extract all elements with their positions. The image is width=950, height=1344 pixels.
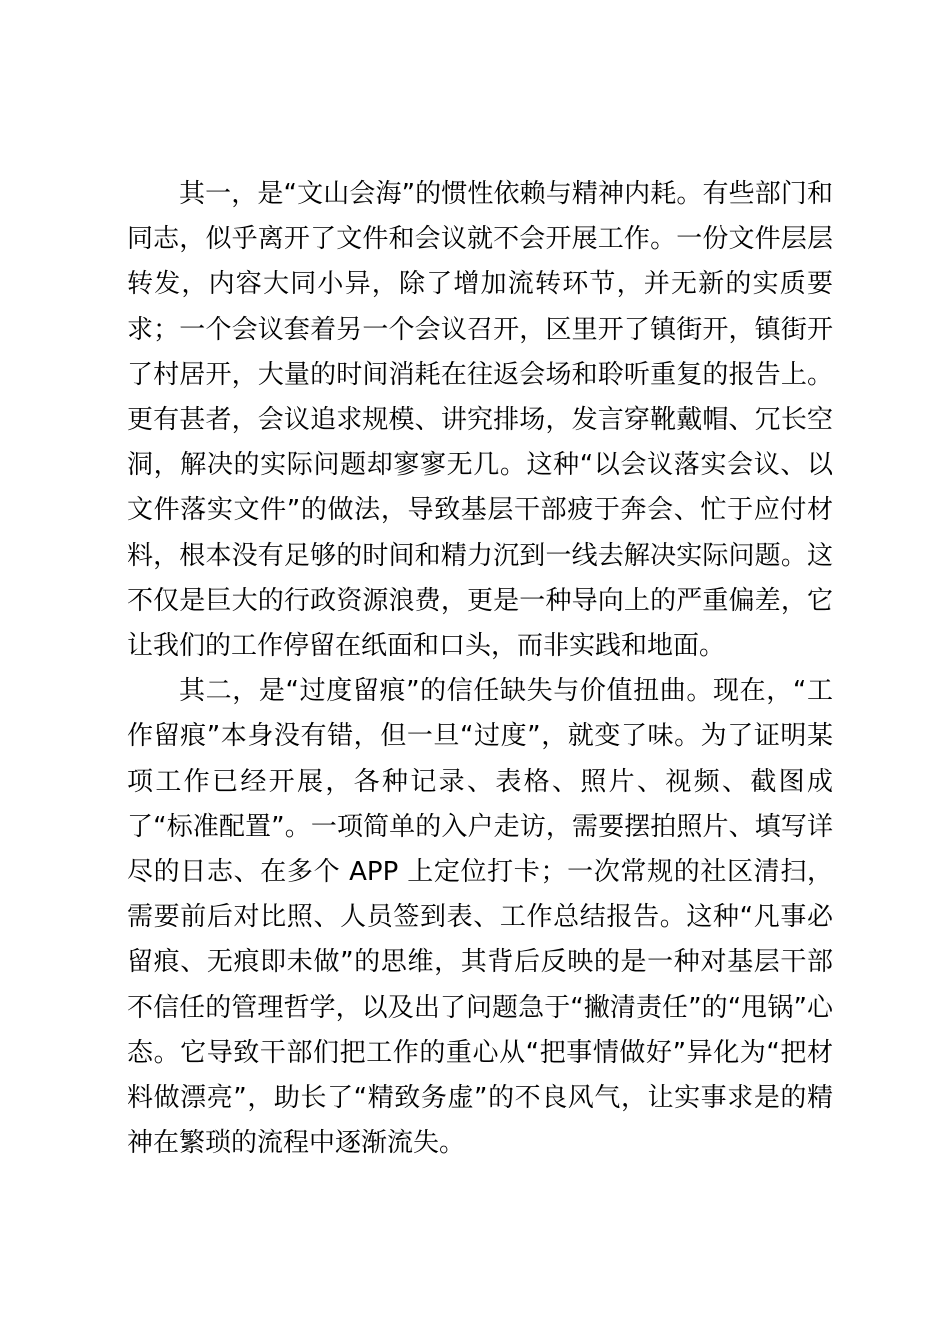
paragraph-documents-and-meetings: 其一，是“文山会海”的惯性依赖与精神内耗。有些部门和同志，似乎离开了文件和会议就不会开展工作。一份文件层层转发，内容大同小异，除了增加流转环节，并无新的实质要求；一个会议套着另一个会议召开，区里开了镇街开，镇街开了村居开，大量的时间消耗在往返会场和聆听重复的报告上。更有甚者，会议追求规模、讲究排场，发言穿靴戴帽、冗长空洞，解决的实际问题却寥寥无几。这种“以会议落实会议、以文件落实文件”的做法，导致基层干部疲于奔会、忙于应付材料，根本没有足够的时间和精力沉到一线去解决实际问题。这不仅是巨大的行政资源浪费，更是一种导向上的严重偏差，它让我们的工作停留在纸面和口头，而非实践和地面。 xyxy=(127,179,833,662)
document-page xyxy=(127,172,833,1166)
paragraph-excessive-traces: 其二，是“过度留痕”的信任缺失与价值扭曲。现在，“工作留痕”本身没有错，但一旦“过度”，就变了味。为了证明某项工作已经开展，各种记录、表格、照片、视频、截图成了“标准配置”。一项简单的入户走访，需要摆拍照片、填写详尽的日志、在多个 APP 上定位打卡；一次常规的社区清扫，需要前后对比照、人员签到表、工作总结报告。这种“凡事必留痕、无痕即未做”的思维，其背后反映的是一种对基层干部不信任的管理哲学，以及出了问题急于“撇清责任”的“甩锅”心态。它导致干部们把工作的重心从“把事情做好”异化为“把材料做漂亮”，助长了“精致务虚”的不良风气，让实事求是的精神在繁琐的流程中逐渐流失。 xyxy=(127,676,833,1159)
